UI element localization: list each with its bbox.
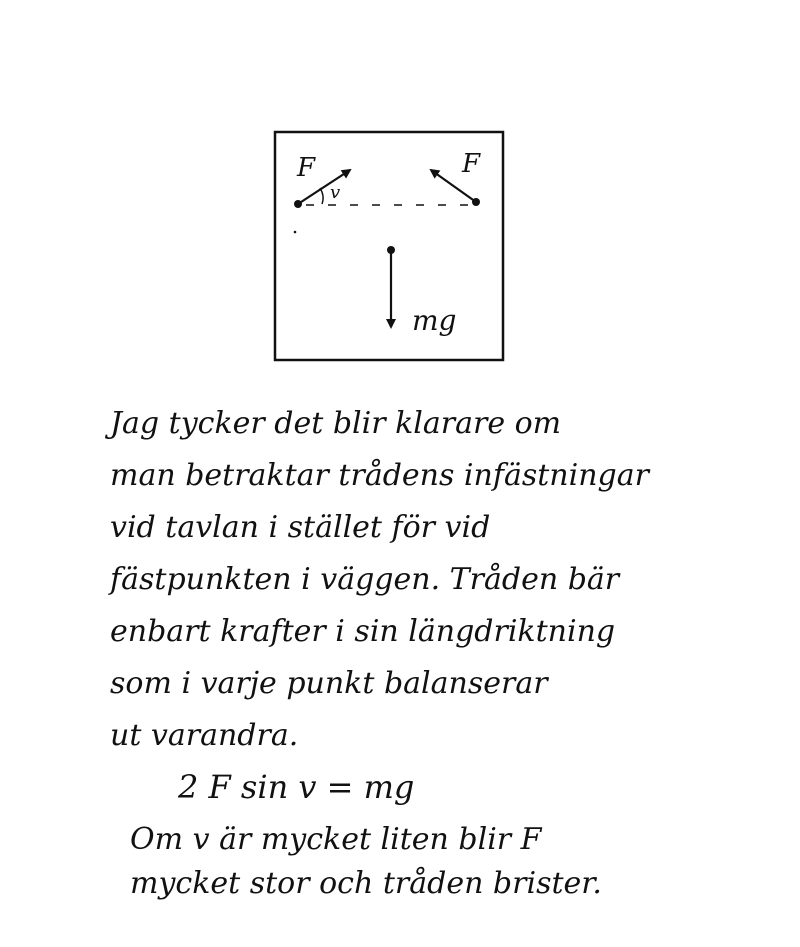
right-force-label: F bbox=[462, 149, 481, 179]
text-line: man betraktar trådens infästningar bbox=[110, 458, 649, 493]
note-line: Om v är mycket liten blir F bbox=[130, 822, 542, 857]
force-balance-equation: 2 F sin v = mg bbox=[178, 768, 415, 806]
stray-dot bbox=[294, 231, 297, 234]
conclusion-note bbox=[130, 818, 790, 906]
text-line: ut varandra. bbox=[110, 718, 299, 753]
text-line: fästpunkten i väggen. Tråden bär bbox=[110, 562, 620, 597]
text-line: som i varje punkt balanserar bbox=[110, 666, 548, 701]
text-line: enbart krafter i sin längdriktning bbox=[110, 614, 616, 649]
text-line: Jag tycker det blir klarare om bbox=[110, 406, 562, 441]
text-line: vid tavlan i stället för vid bbox=[110, 510, 491, 545]
left-force-label: F bbox=[297, 153, 316, 183]
explanation-paragraph bbox=[110, 398, 790, 762]
angle-label: v bbox=[330, 182, 341, 203]
note-line: mycket stor och tråden brister. bbox=[130, 866, 602, 901]
weight-label: mg bbox=[412, 304, 457, 337]
